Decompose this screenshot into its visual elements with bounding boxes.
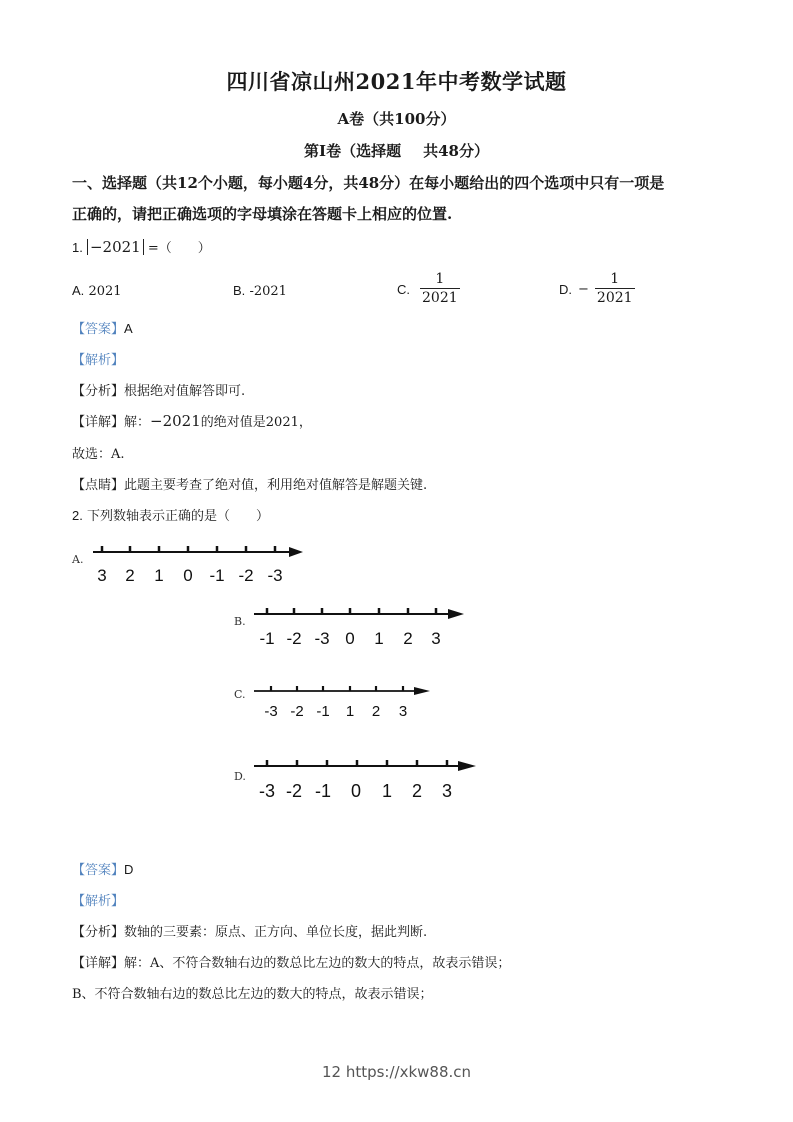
q2-line-b: B、不符合数轴右边的数总比左边的数大的特点，故表示错误； (72, 987, 433, 1002)
axis-b-label: B. (234, 615, 246, 628)
q1-choose: 故选：A. (72, 447, 125, 462)
number-line-c (250, 677, 440, 722)
q1-dianjing (72, 474, 427, 493)
xiangjie-tag: 【详解】 (72, 956, 125, 971)
option-d-fraction (595, 271, 635, 307)
tick-label: 3 (441, 781, 453, 801)
q2-fenxi (72, 921, 427, 940)
dianjing-text: 此题主要考查了绝对值，利用绝对值解答是解题关键. (124, 478, 428, 493)
fraction-numerator: 1 (610, 271, 620, 287)
tick-label: 0 (183, 566, 193, 585)
tick-label: 2 (403, 629, 413, 648)
question-number: 2. (72, 508, 83, 523)
tick-label: 0 (345, 629, 355, 648)
tick-label: -2 (290, 703, 304, 720)
arrow-icon (414, 687, 430, 695)
tick-label: -3 (264, 703, 278, 720)
volume-text: A卷（共100分） (337, 110, 456, 128)
axis-d-label: D. (234, 770, 246, 783)
tick-label: -2 (285, 781, 303, 801)
volume-heading (0, 108, 793, 129)
section-instruction-line2: 正确的，请把正确选项的字母填涂在答题卡上相应的位置. (72, 205, 453, 223)
question-2-stem (72, 505, 269, 524)
question-number: 1. (72, 240, 83, 255)
option-d (559, 271, 635, 307)
tick-label: 3 (431, 629, 441, 648)
q1-analysis (72, 349, 124, 368)
absolute-value-expression: −2021 (87, 239, 144, 255)
option-d-label: D. (559, 281, 572, 297)
option-a (72, 283, 122, 299)
xiangjie-tag: 【详解】 (72, 415, 125, 430)
q1-fenxi (72, 380, 245, 399)
q1-answer (72, 318, 133, 337)
option-a-value: 2021 (88, 284, 122, 299)
tick-label: 0 (350, 781, 362, 801)
xiangjie-number: −2021 (150, 412, 201, 430)
option-b (233, 283, 287, 299)
tick-label: -1 (209, 566, 225, 585)
number-line-a (85, 538, 315, 588)
tick-label: -1 (316, 703, 330, 720)
fenxi-tag: 【分析】 (72, 384, 125, 399)
option-c (397, 271, 460, 307)
q2-answer (72, 859, 133, 878)
tick-label: 2 (371, 703, 381, 720)
part-heading (0, 140, 793, 161)
tick-label: 1 (345, 703, 355, 720)
answer-tag: 【答案】 (72, 863, 125, 878)
section-instruction-line1: 一、选择题（共12个小题，每小题4分，共48分）在每小题给出的四个选项中只有一项是 (72, 174, 665, 192)
tick-label: 3 (398, 703, 408, 720)
tick-label: 2 (411, 781, 423, 801)
number-line-d (250, 752, 490, 804)
answer-value: D (124, 862, 134, 877)
tick-label: 3 (97, 566, 107, 585)
part-text: 第I卷（选择题 (304, 142, 402, 160)
tick-label: -1 (314, 781, 332, 801)
xiangjie-pre: 解： (124, 415, 151, 430)
tick-label: -3 (267, 566, 283, 585)
option-a-label: A. (72, 283, 85, 298)
xiangjie-post: 的绝对值是2021， (200, 415, 312, 430)
fenxi-tag: 【分析】 (72, 925, 125, 940)
tick-label: -2 (286, 629, 302, 648)
tick-label: -3 (258, 781, 276, 801)
fraction-numerator: 1 (435, 271, 445, 287)
analysis-tag: 【解析】 (72, 894, 125, 909)
option-b-label: B. (233, 283, 246, 298)
axis-a-label: A. (72, 553, 84, 566)
xiangjie-text: 解：A、不符合数轴右边的数总比左边的数大的特点，故表示错误； (124, 956, 511, 971)
tick-label: 1 (381, 781, 393, 801)
page-footer: 12 https://xkw88.cn (321, 1063, 472, 1081)
fenxi-text: 数轴的三要素：原点、正方向、单位长度，据此判断. (124, 925, 428, 940)
option-c-label: C. (397, 281, 410, 297)
tick-label: -1 (259, 629, 275, 648)
dianjing-tag: 【点睛】 (72, 478, 125, 493)
tick-label: 1 (154, 566, 164, 585)
part-score: 共48分） (423, 142, 489, 160)
arrow-icon (289, 547, 303, 557)
answer-tag: 【答案】 (72, 322, 125, 337)
tick-label: -3 (314, 629, 330, 648)
option-d-sign: − (578, 281, 589, 297)
equals-blank: =（ ） (147, 241, 211, 256)
analysis-tag: 【解析】 (72, 353, 125, 368)
option-b-value: -2021 (249, 284, 287, 299)
axis-c-label: C. (234, 688, 246, 701)
q1-xiangjie (72, 411, 312, 430)
tick-label: 2 (125, 566, 135, 585)
arrow-icon (448, 609, 464, 619)
number-line-b (250, 600, 480, 650)
question-1-stem (72, 237, 211, 256)
option-c-fraction (420, 271, 460, 307)
tick-label: -2 (238, 566, 254, 585)
fraction-denominator: 2021 (422, 290, 458, 306)
arrow-icon (458, 761, 476, 771)
document-title: 四川省凉山州2021年中考数学试题 (226, 69, 567, 94)
q2-xiangjie (72, 952, 510, 971)
q2-analysis (72, 890, 124, 909)
fenxi-text: 根据绝对值解答即可. (124, 384, 246, 399)
question-text: 下列数轴表示正确的是（ ） (86, 509, 269, 524)
answer-value: A (124, 321, 133, 336)
fraction-denominator: 2021 (596, 290, 633, 306)
tick-label: 1 (374, 629, 384, 648)
